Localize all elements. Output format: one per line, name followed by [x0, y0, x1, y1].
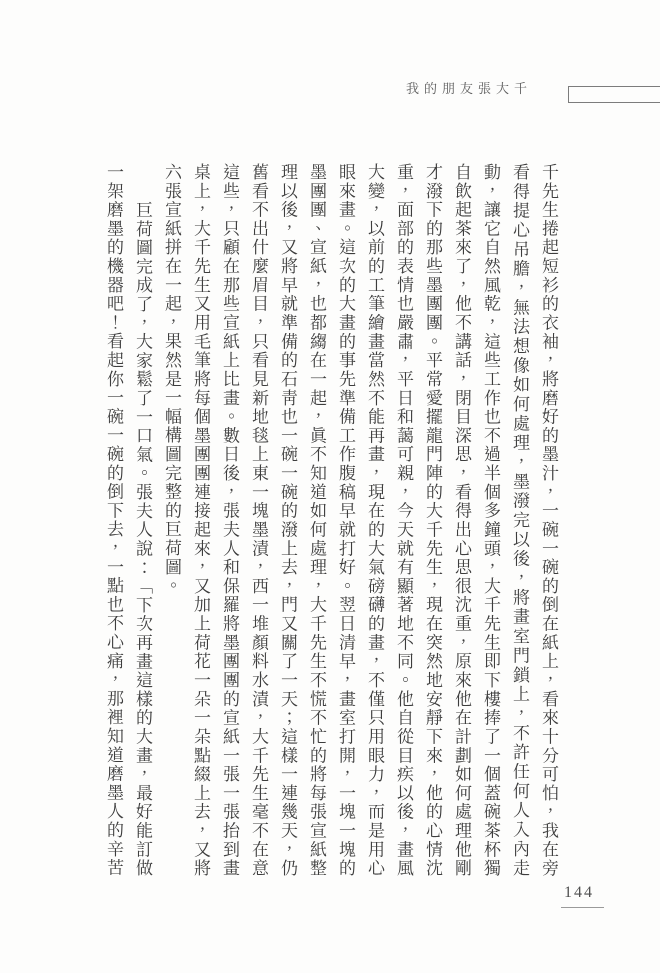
header-rule-box: [568, 86, 660, 103]
running-header-title: 我的朋友張大千: [405, 81, 532, 96]
paragraph: 千先生捲起短衫的衣袖，將磨好的墨汁，一碗一碗的倒在紙上，看來十分可怕，我在旁看得提心吊膽，無法想像如何處理，墨潑完以後，將畫室門鎖上，不許任何人入內走動，讓它自然風乾，這些工作也不過半個多鐘頭，大千先生即下樓捧了一個蓋碗茶杯獨自飲起茶來了，他不講話，閉目深思，看得出心思很沈重，原來他在計劃如何處理他剛才潑下的那些墨團團。平常愛擺龍門陣的大千先生，現在突然地安靜下來，他的心情沈重，面部的表情也嚴肅，平日和藹可親，今天就有顯著地不同。他自從目疾以後，畫風大變，以前的工筆繪畫當然不能再畫，現在的大氣磅礴的畫，不僅只用眼力，而是用心眼來畫。這次的大畫的事先準備工作腹稿早就打好。翌日清早，畫室打開，一塊一塊的墨團團、宣紙，也都縐在一起，眞不知道如何處理，大千先生不慌不忙的將每張宣紙整理以後，又將早就準備的石靑也一碗一碗的潑上去，門又關了一天；這樣一連幾天，仍舊看不出什麼眉目，只看見新地毯上東一塊墨漬，西一堆顏料水漬，大千先生毫不在意這些，只顧在那些宣紙上比畫。數日後，張夫人和保羅將墨團團的宣紙一張一張抬到畫桌上，大千先生又用毛筆將每個墨團團連接起來，又加上荷花一朵一朵點綴上去，又將六張宣紙拼在一起，果然是一幅構圖完整的巨荷圖。: [162, 163, 558, 878]
page-number: 144: [564, 884, 594, 901]
paragraph: 巨荷圖完成了，大家鬆了一口氣。張夫人說：「下次再畫這樣的大畫，最好能訂做一架磨墨的機器吧！看起你一碗一碗的倒下去，一點也不心痛，那裡知道磨墨人的辛苦: [104, 163, 152, 878]
body-text: [98, 163, 563, 878]
page-number-rule: [561, 907, 604, 908]
